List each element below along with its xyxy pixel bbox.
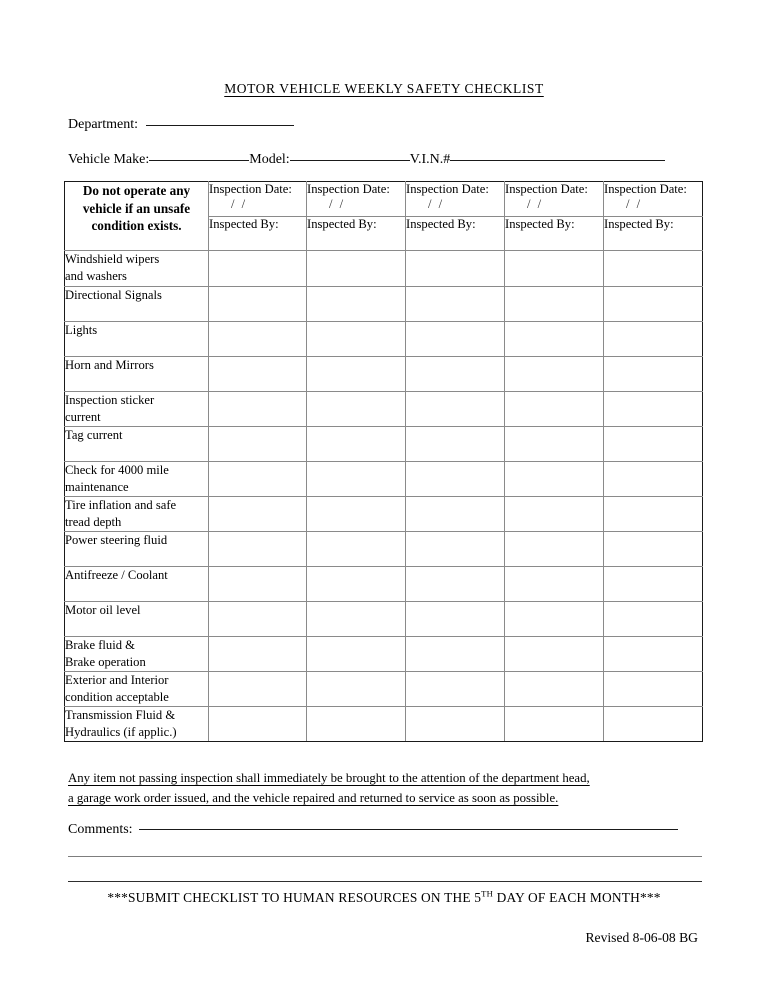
- checklist-mark-cell[interactable]: [604, 602, 703, 637]
- checklist-mark-cell[interactable]: [505, 672, 604, 707]
- checklist-item-label: [65, 602, 209, 637]
- checklist-mark-cell[interactable]: [406, 251, 505, 287]
- checklist-mark-cell[interactable]: [505, 287, 604, 322]
- checklist-item-line-2: current: [65, 409, 101, 424]
- warning-line-2: vehicle if an unsafe: [82, 200, 191, 216]
- checklist-mark-cell[interactable]: [406, 392, 505, 427]
- checklist-mark-cell[interactable]: [505, 497, 604, 532]
- checklist-mark-cell[interactable]: [406, 497, 505, 532]
- inspected-by-label-1: Inspected By:: [209, 217, 279, 231]
- checklist-mark-cell[interactable]: [209, 392, 307, 427]
- table-row: [65, 637, 703, 672]
- checklist-mark-cell[interactable]: [209, 322, 307, 357]
- checklist-mark-cell[interactable]: [406, 427, 505, 462]
- checklist-mark-cell[interactable]: [505, 251, 604, 287]
- table-row: [65, 251, 703, 287]
- table-row: [65, 567, 703, 602]
- checklist-mark-cell[interactable]: [505, 322, 604, 357]
- inspection-date-slashes-4: / /: [527, 196, 544, 211]
- inspection-date-slashes-2: / /: [329, 196, 346, 211]
- checklist-item-label: [65, 672, 209, 707]
- checklist-mark-cell[interactable]: [604, 427, 703, 462]
- checklist-item-line-1: Antifreeze / Coolant: [65, 568, 168, 582]
- checklist-mark-cell[interactable]: [307, 357, 406, 392]
- checklist-mark-cell[interactable]: [209, 357, 307, 392]
- checklist-item-label: [65, 462, 209, 497]
- checklist-mark-cell[interactable]: [406, 532, 505, 567]
- checklist-mark-cell[interactable]: [604, 672, 703, 707]
- table-row: [65, 357, 703, 392]
- checklist-mark-cell[interactable]: [209, 532, 307, 567]
- comments-input-line[interactable]: [139, 829, 678, 830]
- checklist-mark-cell[interactable]: [406, 672, 505, 707]
- checklist-mark-cell[interactable]: [209, 672, 307, 707]
- vin-label: V.I.N.#: [409, 152, 451, 167]
- checklist-mark-cell[interactable]: [604, 462, 703, 497]
- checklist-mark-cell[interactable]: [209, 287, 307, 322]
- checklist-item-label: [65, 392, 209, 427]
- checklist-item-label: [65, 427, 209, 462]
- checklist-mark-cell[interactable]: [505, 707, 604, 742]
- checklist-mark-cell[interactable]: [406, 322, 505, 357]
- checklist-mark-cell[interactable]: [209, 251, 307, 287]
- submit-suffix: DAY OF EACH MONTH***: [493, 890, 661, 905]
- checklist-mark-cell[interactable]: [505, 532, 604, 567]
- checklist-mark-cell[interactable]: [406, 602, 505, 637]
- checklist-mark-cell[interactable]: [209, 707, 307, 742]
- inspected-by-header-1[interactable]: [209, 217, 307, 251]
- inspection-date-header-5[interactable]: [604, 182, 703, 217]
- revision-note: Revised 8-06-08 BG: [585, 930, 698, 945]
- checklist-item-label: [65, 287, 209, 322]
- checklist-mark-cell[interactable]: [307, 392, 406, 427]
- checklist-item-label: [65, 637, 209, 672]
- checklist-item-line-1: Tire inflation and safe: [65, 498, 177, 512]
- submit-ordinal-suffix: TH: [481, 888, 494, 899]
- warning-line-3: condition exists.: [91, 218, 182, 233]
- submit-instruction: [0, 890, 768, 906]
- table-row: [65, 462, 703, 497]
- checklist-mark-cell[interactable]: [604, 357, 703, 392]
- checklist-item-label: [65, 532, 209, 567]
- model-label: Model:: [249, 152, 290, 167]
- inspection-date-label-4: Inspection Date:: [505, 182, 588, 196]
- checklist-item-line-1: Motor oil level: [65, 603, 141, 617]
- checklist-mark-cell[interactable]: [604, 497, 703, 532]
- table-row: [65, 602, 703, 637]
- comments-block: [68, 822, 702, 838]
- table-row: [65, 672, 703, 707]
- checklist-item-line-1: Exterior and Interior: [65, 673, 169, 687]
- checklist-mark-cell[interactable]: [406, 357, 505, 392]
- checklist-item-line-1: Windshield wipers: [65, 252, 160, 266]
- checklist-mark-cell[interactable]: [307, 672, 406, 707]
- checklist-mark-cell[interactable]: [406, 287, 505, 322]
- safety-checklist-table: [64, 181, 703, 742]
- inspection-date-header-4[interactable]: [505, 182, 604, 217]
- page-title-container: [0, 80, 768, 98]
- checklist-mark-cell[interactable]: [505, 392, 604, 427]
- checklist-item-line-1: Directional Signals: [65, 288, 162, 302]
- comments-row: [68, 822, 702, 838]
- table-row: [65, 497, 703, 532]
- checklist-item-line-1: Transmission Fluid &: [65, 708, 176, 722]
- table-row: [65, 392, 703, 427]
- inspection-date-label-3: Inspection Date:: [406, 182, 489, 196]
- inspected-by-header-3[interactable]: [406, 217, 505, 251]
- comments-blank-line-2[interactable]: [68, 881, 702, 882]
- checklist-mark-cell[interactable]: [604, 287, 703, 322]
- inspection-date-header-3[interactable]: [406, 182, 505, 217]
- inspection-date-header-1[interactable]: [209, 182, 307, 217]
- checklist-item-line-1: Power steering fluid: [65, 533, 168, 547]
- checklist-item-line-2: maintenance: [65, 479, 129, 494]
- vehicle-make-input-line[interactable]: [149, 160, 249, 161]
- checklist-mark-cell[interactable]: [604, 392, 703, 427]
- warning-header-cell: [65, 182, 209, 251]
- inspected-by-label-2: Inspected By:: [307, 217, 377, 231]
- checklist-item-line-2: Brake operation: [65, 654, 146, 669]
- checklist-mark-cell[interactable]: [307, 602, 406, 637]
- checklist-mark-cell[interactable]: [505, 427, 604, 462]
- checklist-item-label: [65, 567, 209, 602]
- checklist-mark-cell[interactable]: [604, 567, 703, 602]
- table-row: [65, 427, 703, 462]
- inspected-by-header-5[interactable]: [604, 217, 703, 251]
- checklist-mark-cell[interactable]: [307, 637, 406, 672]
- checklist-mark-cell[interactable]: [406, 637, 505, 672]
- vin-input-line[interactable]: [450, 160, 665, 161]
- checklist-mark-cell[interactable]: [604, 322, 703, 357]
- checklist-mark-cell[interactable]: [604, 637, 703, 672]
- table-row: [65, 532, 703, 567]
- checklist-item-line-1: Check for 4000 mile: [65, 463, 169, 477]
- checklist-item-label: [65, 707, 209, 742]
- checklist-item-line-2: condition acceptable: [65, 689, 169, 704]
- checklist-item-label: [65, 322, 209, 357]
- table-row: [65, 707, 703, 742]
- department-input-line[interactable]: [146, 125, 294, 126]
- notice-line-1: Any item not passing inspection shall immediately be brought to the attention of the department head,: [68, 771, 590, 785]
- checklist-mark-cell[interactable]: [505, 602, 604, 637]
- checklist-mark-cell[interactable]: [406, 462, 505, 497]
- inspection-date-slashes-3: / /: [428, 196, 445, 211]
- checklist-mark-cell[interactable]: [209, 602, 307, 637]
- inspection-date-label-2: Inspection Date:: [307, 182, 390, 196]
- checklist-mark-cell[interactable]: [604, 707, 703, 742]
- checklist-mark-cell[interactable]: [307, 462, 406, 497]
- notice-line-2: a garage work order issued, and the vehicle repaired and returned to service as soon as possible.: [68, 791, 559, 805]
- checklist-item-line-2: Hydraulics (if applic.): [65, 724, 177, 739]
- checklist-mark-cell[interactable]: [307, 287, 406, 322]
- checklist-mark-cell[interactable]: [604, 251, 703, 287]
- department-label: Department:: [68, 117, 138, 132]
- checklist-mark-cell[interactable]: [209, 567, 307, 602]
- comments-blank-line-1[interactable]: [68, 856, 702, 857]
- checklist-mark-cell[interactable]: [505, 357, 604, 392]
- checklist-mark-cell[interactable]: [307, 427, 406, 462]
- checklist-mark-cell[interactable]: [209, 462, 307, 497]
- comments-label: Comments:: [68, 822, 133, 837]
- inspection-date-header-2[interactable]: [307, 182, 406, 217]
- table-header-row-date: [65, 182, 703, 217]
- inspected-by-label-3: Inspected By:: [406, 217, 476, 231]
- checklist-item-label: [65, 357, 209, 392]
- checklist-mark-cell[interactable]: [406, 567, 505, 602]
- inspected-by-header-4[interactable]: [505, 217, 604, 251]
- checklist-mark-cell[interactable]: [209, 497, 307, 532]
- warning-line-1: Do not operate any: [82, 183, 191, 198]
- checklist-item-line-1: Inspection sticker: [65, 393, 155, 407]
- inspected-by-label-4: Inspected By:: [505, 217, 575, 231]
- submit-prefix: ***SUBMIT CHECKLIST TO HUMAN RESOURCES ON THE 5: [107, 890, 482, 905]
- inspection-date-slashes-5: / /: [626, 196, 643, 211]
- inspection-date-slashes-1: / /: [231, 196, 248, 211]
- vehicle-make-label: Vehicle Make:: [68, 152, 150, 167]
- checklist-mark-cell[interactable]: [307, 707, 406, 742]
- checklist-mark-cell[interactable]: [307, 532, 406, 567]
- checklist-mark-cell[interactable]: [307, 567, 406, 602]
- checklist-mark-cell[interactable]: [505, 462, 604, 497]
- inspected-by-header-2[interactable]: [307, 217, 406, 251]
- checklist-mark-cell[interactable]: [307, 251, 406, 287]
- inspection-notice: [68, 768, 700, 808]
- department-field-row: [68, 117, 294, 133]
- checklist-item-line-1: Brake fluid &: [65, 638, 135, 652]
- checklist-mark-cell[interactable]: [505, 567, 604, 602]
- checklist-item-line-2: tread depth: [65, 514, 122, 529]
- checklist-mark-cell[interactable]: [604, 532, 703, 567]
- checklist-mark-cell[interactable]: [209, 637, 307, 672]
- inspection-date-label-5: Inspection Date:: [604, 182, 687, 196]
- checklist-item-line-2: and washers: [65, 268, 127, 283]
- checklist-item-label: [65, 497, 209, 532]
- checklist-item-line-1: Horn and Mirrors: [65, 358, 154, 372]
- inspected-by-label-5: Inspected By:: [604, 217, 674, 231]
- checklist-mark-cell[interactable]: [307, 322, 406, 357]
- checklist-mark-cell[interactable]: [209, 427, 307, 462]
- checklist-mark-cell[interactable]: [307, 497, 406, 532]
- table-row: [65, 287, 703, 322]
- model-input-line[interactable]: [290, 160, 410, 161]
- checklist-item-line-1: Lights: [65, 323, 98, 337]
- inspection-date-label-1: Inspection Date:: [209, 182, 292, 196]
- checklist-mark-cell[interactable]: [406, 707, 505, 742]
- page-title: MOTOR VEHICLE WEEKLY SAFETY CHECKLIST: [224, 81, 544, 96]
- checklist-mark-cell[interactable]: [505, 637, 604, 672]
- checklist-item-label: [65, 251, 209, 287]
- checklist-item-line-1: Tag current: [65, 428, 123, 442]
- vehicle-field-row: [68, 152, 665, 168]
- table-row: [65, 322, 703, 357]
